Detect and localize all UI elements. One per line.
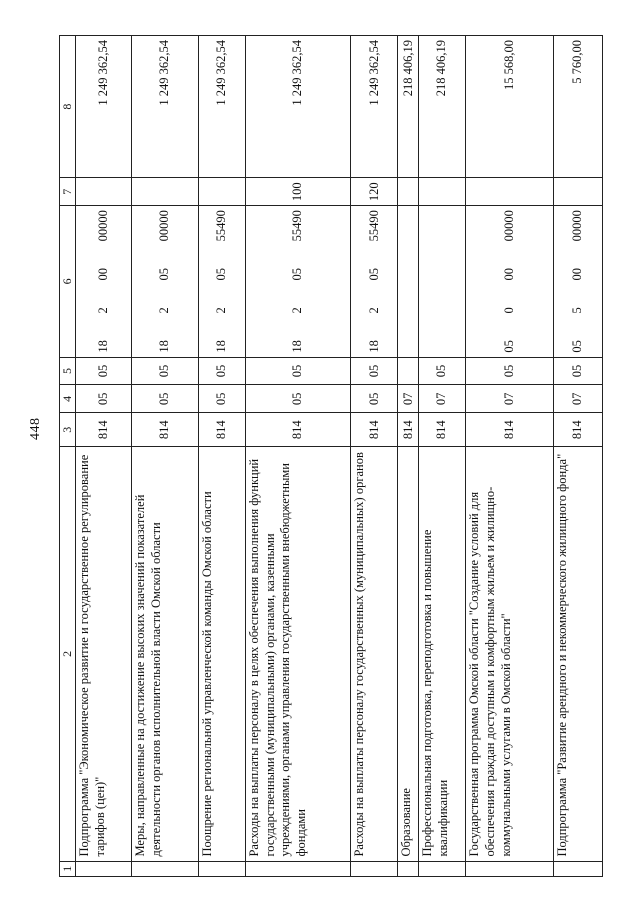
row-index-cell [466, 861, 553, 876]
budget-table [59, 35, 603, 877]
row-pr: 05 [466, 357, 553, 385]
row-ved: 814 [199, 413, 246, 447]
col-header-3: 3 [60, 413, 76, 447]
row-vr: 100 [246, 178, 351, 206]
row-rz: 07 [466, 385, 553, 413]
row-sum: 1 249 362,54 [351, 36, 398, 178]
row-pr: 05 [553, 357, 602, 385]
row-pr: 05 [199, 357, 246, 385]
row-cs [419, 206, 466, 358]
row-pr [398, 357, 419, 385]
table-row [553, 36, 602, 877]
table-row [351, 36, 398, 877]
table-row [398, 36, 419, 877]
row-rz: 05 [131, 385, 198, 413]
row-index-cell [199, 861, 246, 876]
page-number: 448 [28, 417, 43, 440]
row-index-cell [76, 861, 132, 876]
row-sum: 218 406,19 [419, 36, 466, 178]
table-row [466, 36, 553, 877]
row-sum: 1 249 362,54 [131, 36, 198, 178]
row-vr [466, 178, 553, 206]
row-name: Подпрограмма "Экономическое развитие и государственное регулирование тарифов (цен)" [76, 447, 132, 861]
row-rz: 05 [199, 385, 246, 413]
header-row [60, 36, 76, 877]
row-sum: 1 249 362,54 [246, 36, 351, 178]
table-row [76, 36, 132, 877]
row-vr [199, 178, 246, 206]
row-name: Расходы на выплаты персоналу в целях обеспечения выполнения функций государственными (муниципальными) органами, казенными учреждениями, органами управления государственными внебюджетными фондами [246, 447, 351, 861]
row-pr: 05 [76, 357, 132, 385]
row-name: Поощрение региональной управленческой команды Омской области [199, 447, 246, 861]
row-index-cell [131, 861, 198, 876]
table-row [199, 36, 246, 877]
row-vr [419, 178, 466, 206]
row-cs: 18 2 05 55490 [199, 206, 246, 358]
row-sum: 1 249 362,54 [76, 36, 132, 178]
row-index-cell [553, 861, 602, 876]
table-row [419, 36, 466, 877]
row-cs: 05 0 00 00000 [466, 206, 553, 358]
row-rz: 05 [76, 385, 132, 413]
row-name: Государственная программа Омской области "Создание условий для обеспечения граждан доступным и комфортным жильем и жилищно-коммунальными услугами в Омской области" [466, 447, 553, 861]
row-name: Меры, направленные на достижение высоких значений показателей деятельности органов исполнительной власти Омской области [131, 447, 198, 861]
row-ved: 814 [398, 413, 419, 447]
row-ved: 814 [76, 413, 132, 447]
row-vr: 120 [351, 178, 398, 206]
row-name: Профессиональная подготовка, переподготовка и повышение квалификации [419, 447, 466, 861]
table-row [131, 36, 198, 877]
row-pr: 05 [419, 357, 466, 385]
row-name: Расходы на выплаты персоналу государственных (муниципальных) органов [351, 447, 398, 861]
row-pr: 05 [131, 357, 198, 385]
row-ved: 814 [246, 413, 351, 447]
row-vr [131, 178, 198, 206]
row-rz: 05 [351, 385, 398, 413]
row-sum: 5 760,00 [553, 36, 602, 178]
row-name: Образование [398, 447, 419, 861]
row-index-cell [398, 861, 419, 876]
row-index-cell [246, 861, 351, 876]
col-header-6: 6 [60, 206, 76, 358]
col-header-2: 2 [60, 447, 76, 861]
row-index-cell [351, 861, 398, 876]
table-row [246, 36, 351, 877]
row-pr: 05 [351, 357, 398, 385]
col-header-4: 4 [60, 385, 76, 413]
row-ved: 814 [553, 413, 602, 447]
row-cs: 18 2 05 00000 [131, 206, 198, 358]
row-cs: 18 2 05 55490 [246, 206, 351, 358]
row-index-cell [419, 861, 466, 876]
row-vr [398, 178, 419, 206]
row-ved: 814 [419, 413, 466, 447]
budget-table-rotated [59, 35, 603, 877]
col-header-1: 1 [60, 861, 76, 876]
row-sum: 15 568,00 [466, 36, 553, 178]
row-rz: 07 [419, 385, 466, 413]
row-rz: 05 [246, 385, 351, 413]
row-pr: 05 [246, 357, 351, 385]
row-rz: 07 [398, 385, 419, 413]
row-cs: 05 5 00 00000 [553, 206, 602, 358]
row-vr [76, 178, 132, 206]
row-vr [553, 178, 602, 206]
row-ved: 814 [351, 413, 398, 447]
row-cs: 18 2 00 00000 [76, 206, 132, 358]
col-header-8: 8 [60, 36, 76, 178]
row-sum: 218 406,19 [398, 36, 419, 178]
row-rz: 07 [553, 385, 602, 413]
col-header-5: 5 [60, 357, 76, 385]
row-ved: 814 [466, 413, 553, 447]
row-name: Подпрограмма "Развитие арендного и некоммерческого жилищного фонда" [553, 447, 602, 861]
row-cs: 18 2 05 55490 [351, 206, 398, 358]
row-cs [398, 206, 419, 358]
row-ved: 814 [131, 413, 198, 447]
col-header-7: 7 [60, 178, 76, 206]
row-sum: 1 249 362,54 [199, 36, 246, 178]
